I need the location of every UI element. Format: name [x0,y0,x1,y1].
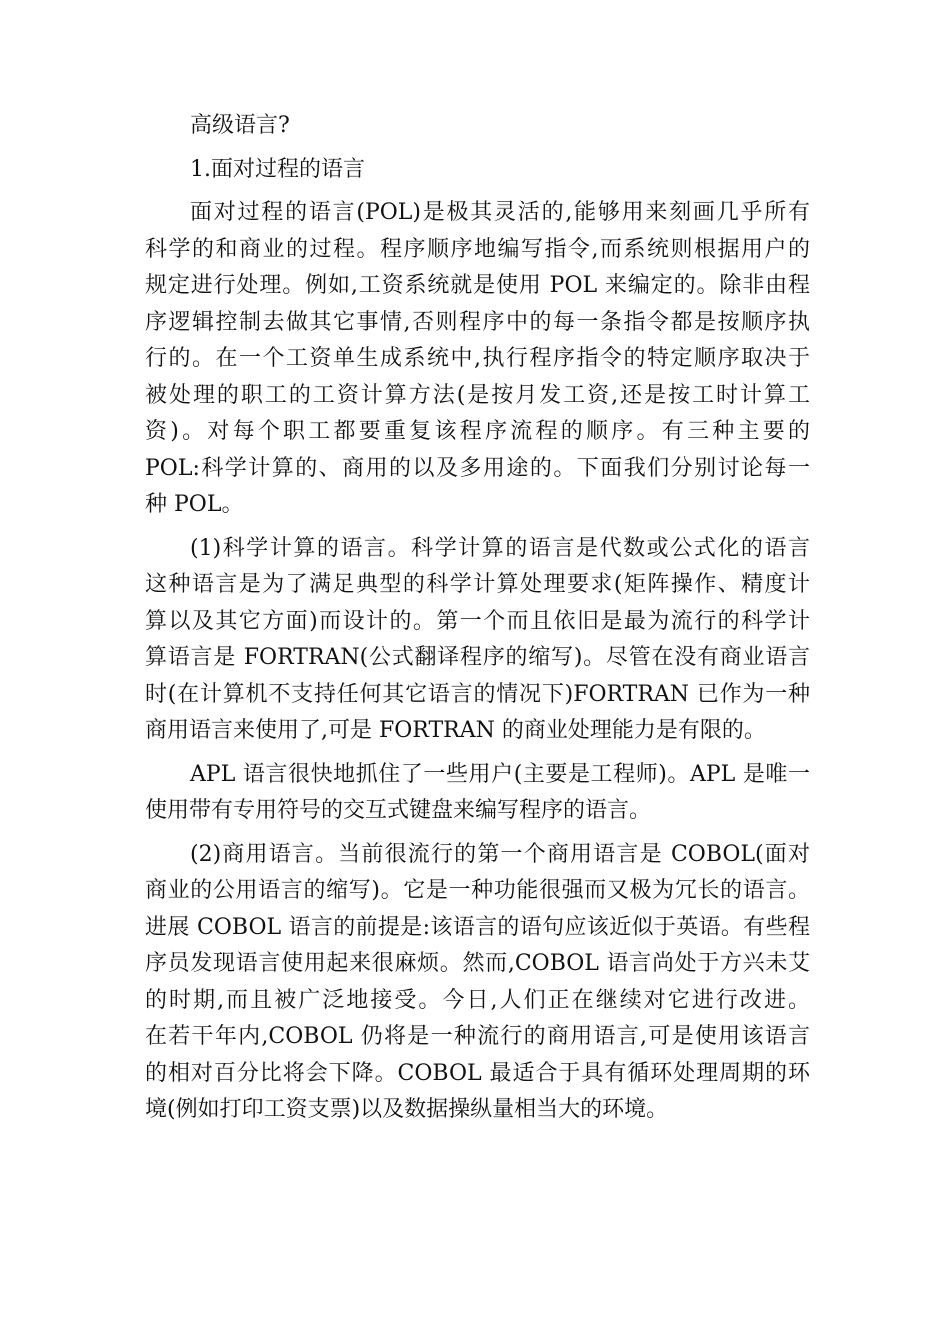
paragraph-business-languages [145,837,810,1129]
text-line: 商用语言来使用了,可是 FORTRAN 的商业处理能力是有限的。 [145,718,766,743]
paragraph-pol-intro [145,195,810,524]
text-line: 序逻辑控制去做其它事情,否则程序中的每一条指令都是按顺序执 [145,309,810,335]
text-line: 种 POL。 [145,492,244,517]
text-line: 序员发现语言使用起来很麻烦。然而,COBOL 语言尚处于方兴未艾 [145,951,810,976]
text-line: 算以及其它方面)而设计的。第一个而且依旧是最为流行的科学计 [145,608,810,634]
text-line: 行的。在一个工资单生成系统中,执行程序指令的特定顺序取决于 [145,346,810,371]
text-line: 使用带有专用符号的交互式键盘来编写程序的语言。 [145,798,652,823]
text-line: APL 语言很快地抓住了一些用户(主要是工程师)。APL 是唯一 [190,761,810,787]
paragraph-scientific-languages [145,531,810,750]
text-line: (2)商用语言。当前很流行的第一个商用语言是 COBOL(面对 [190,841,810,867]
text-line: 算语言是 FORTRAN(公式翻译程序的缩写)。尽管在没有商业语言 [145,645,810,670]
subsection-heading: 1.面对过程的语言 [190,156,365,182]
text-line: 面对过程的语言(POL)是极其灵活的,能够用来刻画几乎所有 [190,200,810,225]
text-line: 资)。对每个职工都要重复该程序流程的顺序。有三种主要的 [145,419,810,444]
text-line: POL:科学计算的、商用的以及多用途的。下面我们分别讨论每一 [145,455,810,481]
section-heading: 高级语言? [190,113,290,138]
text-line: 的相对百分比将会下降。COBOL 最适合于具有循环处理周期的环 [145,1060,810,1086]
text-line: 这种语言是为了满足典型的科学计算处理要求(矩阵操作、精度计 [145,572,810,597]
text-line: 科学的和商业的过程。程序顺序地编写指令,而系统则根据用户的 [145,236,810,262]
text-line: 进展 COBOL 语言的前提是:该语言的语句应该近似于英语。有些程 [145,914,810,940]
text-line: 规定进行处理。例如,工资系统就是使用 POL 来编定的。除非由程 [145,273,810,298]
text-line: 的时期,而且被广泛地接受。今日,人们正在继续对它进行改进。 [145,987,810,1013]
text-line: 在若干年内,COBOL 仍将是一种流行的商用语言,可是使用该语言 [145,1024,810,1049]
text-line: 商业的公用语言的缩写)。它是一种功能很强而又极为冗长的语言。 [145,878,810,903]
text-line: 境(例如打印工资支票)以及数据操纵量相当大的环境。 [145,1097,669,1122]
text-line: (1)科学计算的语言。科学计算的语言是代数或公式化的语言 [190,535,810,561]
document-page [145,108,810,1129]
paragraph-apl [145,757,810,830]
text-line: 时(在计算机不支持任何其它语言的情况下)FORTRAN 已作为一种 [145,681,810,707]
text-line: 被处理的职工的工资计算方法(是按月发工资,还是按工时计算工 [145,382,810,408]
